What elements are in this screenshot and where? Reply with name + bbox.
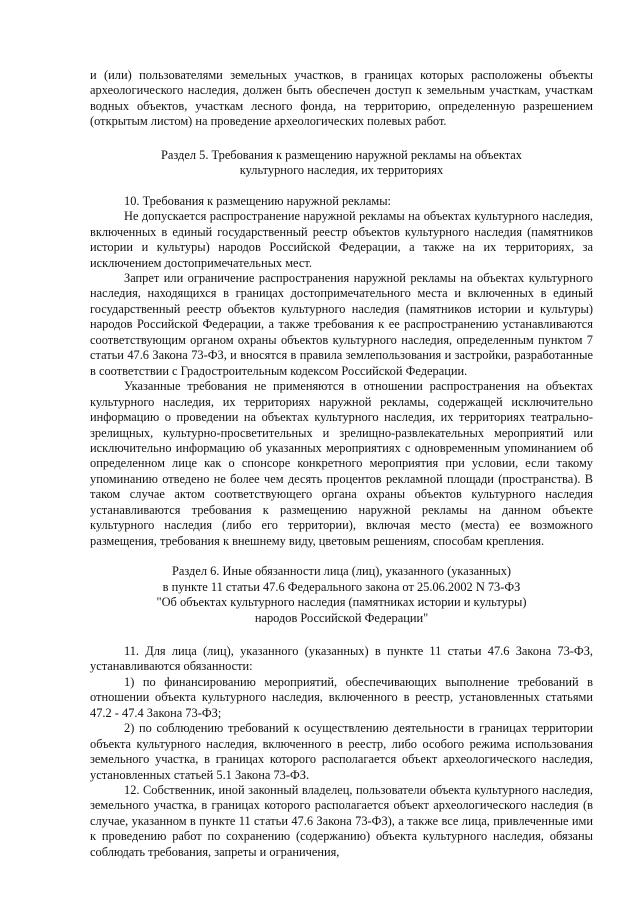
item-11-subitem-1: 1) по финансированию мероприятий, обеспечивающих выполнение требований в отношении объекта культурного наследия, включенного в реестр, установленных статьями 47.2 - 47.4 Закона 73-ФЗ; — [90, 674, 593, 720]
item-11-title: 11. Для лица (лиц), указанного (указанных) в пункте 11 статьи 47.6 Закона 73-ФЗ, устанавливаются обязанности: — [90, 643, 593, 674]
section-6-heading-line-4: народов Российской Федерации" — [254, 610, 429, 625]
section-5-heading-line-1: Раздел 5. Требования к размещению наружной рекламы на объектах — [160, 147, 522, 162]
item-11-subitem-2: 2) по соблюдению требований к осуществлению деятельности в границах территории объекта культурного наследия, включенного в реестр, либо особого режима использования земельного участка, в границах которого располагается объект археологического наследия, установленных статьей 5.1 Закона 73-ФЗ. — [90, 721, 593, 782]
section-6-heading-line-1: Раздел 6. Иные обязанности лица (лиц), указанного (указанных) — [171, 564, 512, 579]
item-10-paragraph-3: Указанные требования не применяются в отношении распространения на объектах культурного наследия, их территориях наружной рекламы, содержащей исключительно информацию о проведении на объектах культурного наследия, их территориях театрально-зрелищных, культурно-просветительных и зрелищно-развлекательных мероприятий или исключительно информацию об указанных мероприятиях с одновременным упоминанием об определенном лице как о спонсоре конкретного мероприятия при условии, если такому упоминанию отведено не более чем десять процентов рекламной площади (пространства). В таком случае актом соответствующего органа охраны объектов культурного наследия устанавливаются требования к размещению наружной рекламы на данном объекте культурного наследия (либо его территории), включая место (места) ее возможного размещения, требования к внешнему виду, цветовым решениям, способам крепления. — [90, 379, 593, 548]
section-6-heading — [90, 564, 593, 626]
intro-paragraph: и (или) пользователями земельных участков, в границах которых расположены объекты археологического наследия, должен быть обеспечен доступ к земельным участкам, участкам водных объектов, участкам лесного фонда, на территорию, определенную разрешением (открытым листом) на проведение археологических полевых работ. — [90, 68, 593, 129]
item-10-paragraph-1: Не допускается распространение наружной рекламы на объектах культурного наследия, включенных в единый государственный реестр объектов культурного наследия (памятников истории и культуры) народов Российской Федерации, а также на их территориях, за исключением достопримечательных мест. — [90, 209, 593, 270]
item-10-title: 10. Требования к размещению наружной рекламы: — [124, 193, 391, 208]
section-5-heading-line-2: культурного наследия, их территориях — [239, 163, 444, 178]
document-page — [90, 68, 593, 860]
section-5-heading — [90, 148, 593, 179]
section-6-heading-line-3: "Об объектах культурного наследия (памятниках истории и культуры) — [156, 595, 527, 610]
section-6-heading-line-2: в пункте 11 статьи 47.6 Федерального закона от 25.06.2002 N 73-ФЗ — [162, 579, 521, 594]
item-10-paragraph-2: Запрет или ограничение распространения наружной рекламы на объектах культурного наследия, находящихся в границах достопримечательного места и включенных в единый государственный реестр объектов культурного наследия (памятников истории и культуры) народов Российской Федерации, а также требования к ее распространению устанавливаются соответствующим органом охраны объектов культурного наследия, определенным пунктом 7 статьи 47.6 Закона 73-ФЗ, и вносятся в правила землепользования и застройки, разработанные в соответствии с Градостроительным кодексом Российской Федерации. — [90, 270, 593, 378]
item-12-paragraph: 12. Собственник, иной законный владелец, пользователи объекта культурного наследия, земельного участка, в границах которого располагается объект археологического наследия (в случае, указанном в пункте 11 статьи 47.6 Закона 73-ФЗ), а также все лица, привлеченные ими к проведению работ по сохранению (содержанию) объекта культурного наследия, обязаны соблюдать требования, запреты и ограничения, — [90, 783, 593, 859]
